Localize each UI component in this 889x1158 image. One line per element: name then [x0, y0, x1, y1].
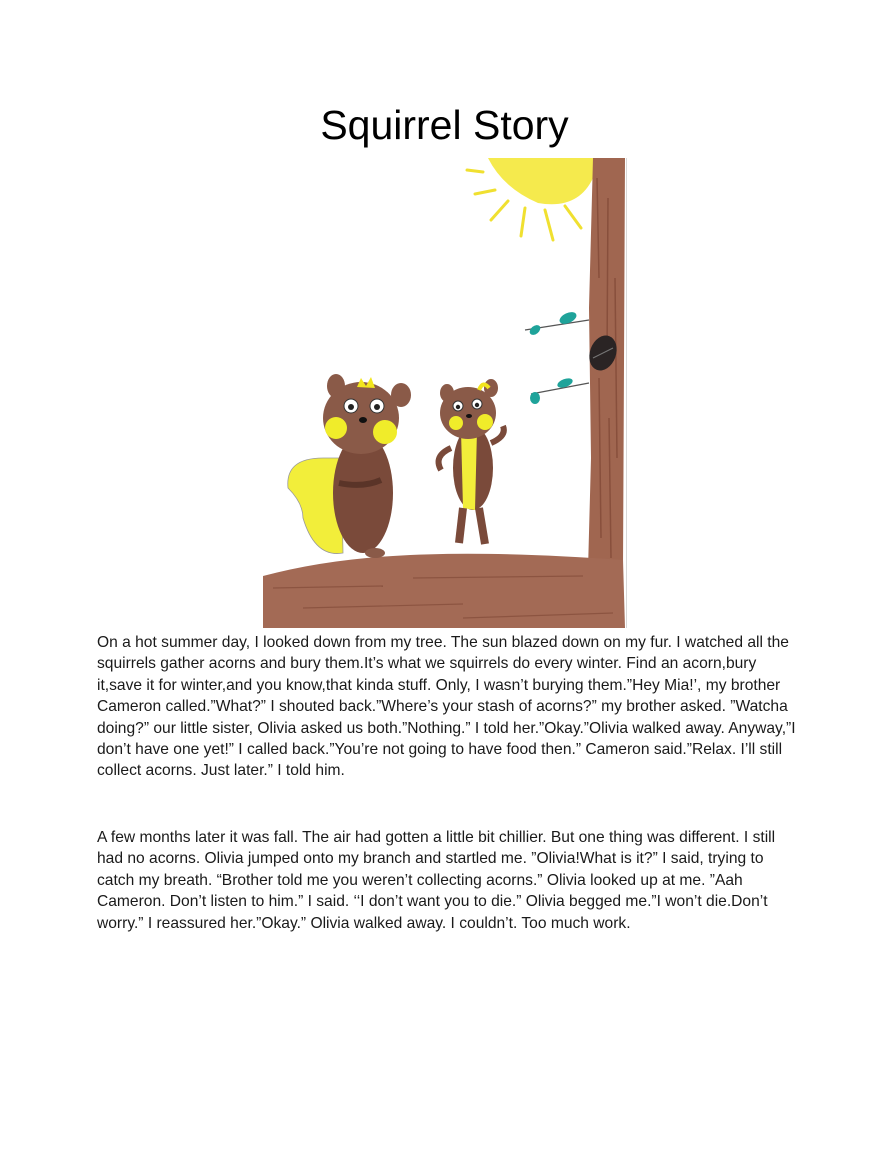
- squirrel-olivia-drawing: [439, 379, 504, 544]
- branch-drawing: [263, 554, 625, 628]
- tree-trunk-drawing: [585, 158, 625, 570]
- leaves-drawing: [525, 310, 589, 404]
- squirrel-mia-drawing: [288, 374, 411, 558]
- sun-drawing: [467, 158, 593, 240]
- story-paragraph-1: On a hot summer day, I looked down from my tree. The sun blazed down on my fur. I watched all the squirrels gather acorns and bury them.It’s what we squirrels do every winter. Find an acorn,bury it,save it for winter,and you know,that kinda stuff. Only, I wasn’t burying them.”Hey Mia!’, my brother Cameron called.”What?” I shouted back.”Where’s your stash of acorns?” my brother asked. ”Watcha doing?” our little sister, Olivia asked us both.”Nothing.” I told her.”Okay.”Olivia walked away. Anyway,”I don’t have one yet!” I called back.”You’re not going to have food then.” Cameron said.”Relax. I’ll still collect acorns. Just later.” I told him.: [97, 634, 796, 780]
- story-paragraph-2: A few months later it was fall. The air had gotten a little bit chillier. But one thing was different. I still had no acorns. Olivia jumped onto my branch and startled me. ”Olivia!What is it?” I said, trying to catch my breath. “Brother told me you weren’t collecting acorns.” Olivia looked up at me. ”Aah Cameron. Don’t listen to him.” I said. ‘‘I don’t want you to die.” Olivia begged me.”I won’t die.Don’t worry.” I reassured her.”Okay.” Olivia walked away. I couldn’t. Too much work.: [97, 829, 776, 932]
- page-title: Squirrel Story: [320, 102, 569, 148]
- squirrel-drawing: [263, 158, 627, 628]
